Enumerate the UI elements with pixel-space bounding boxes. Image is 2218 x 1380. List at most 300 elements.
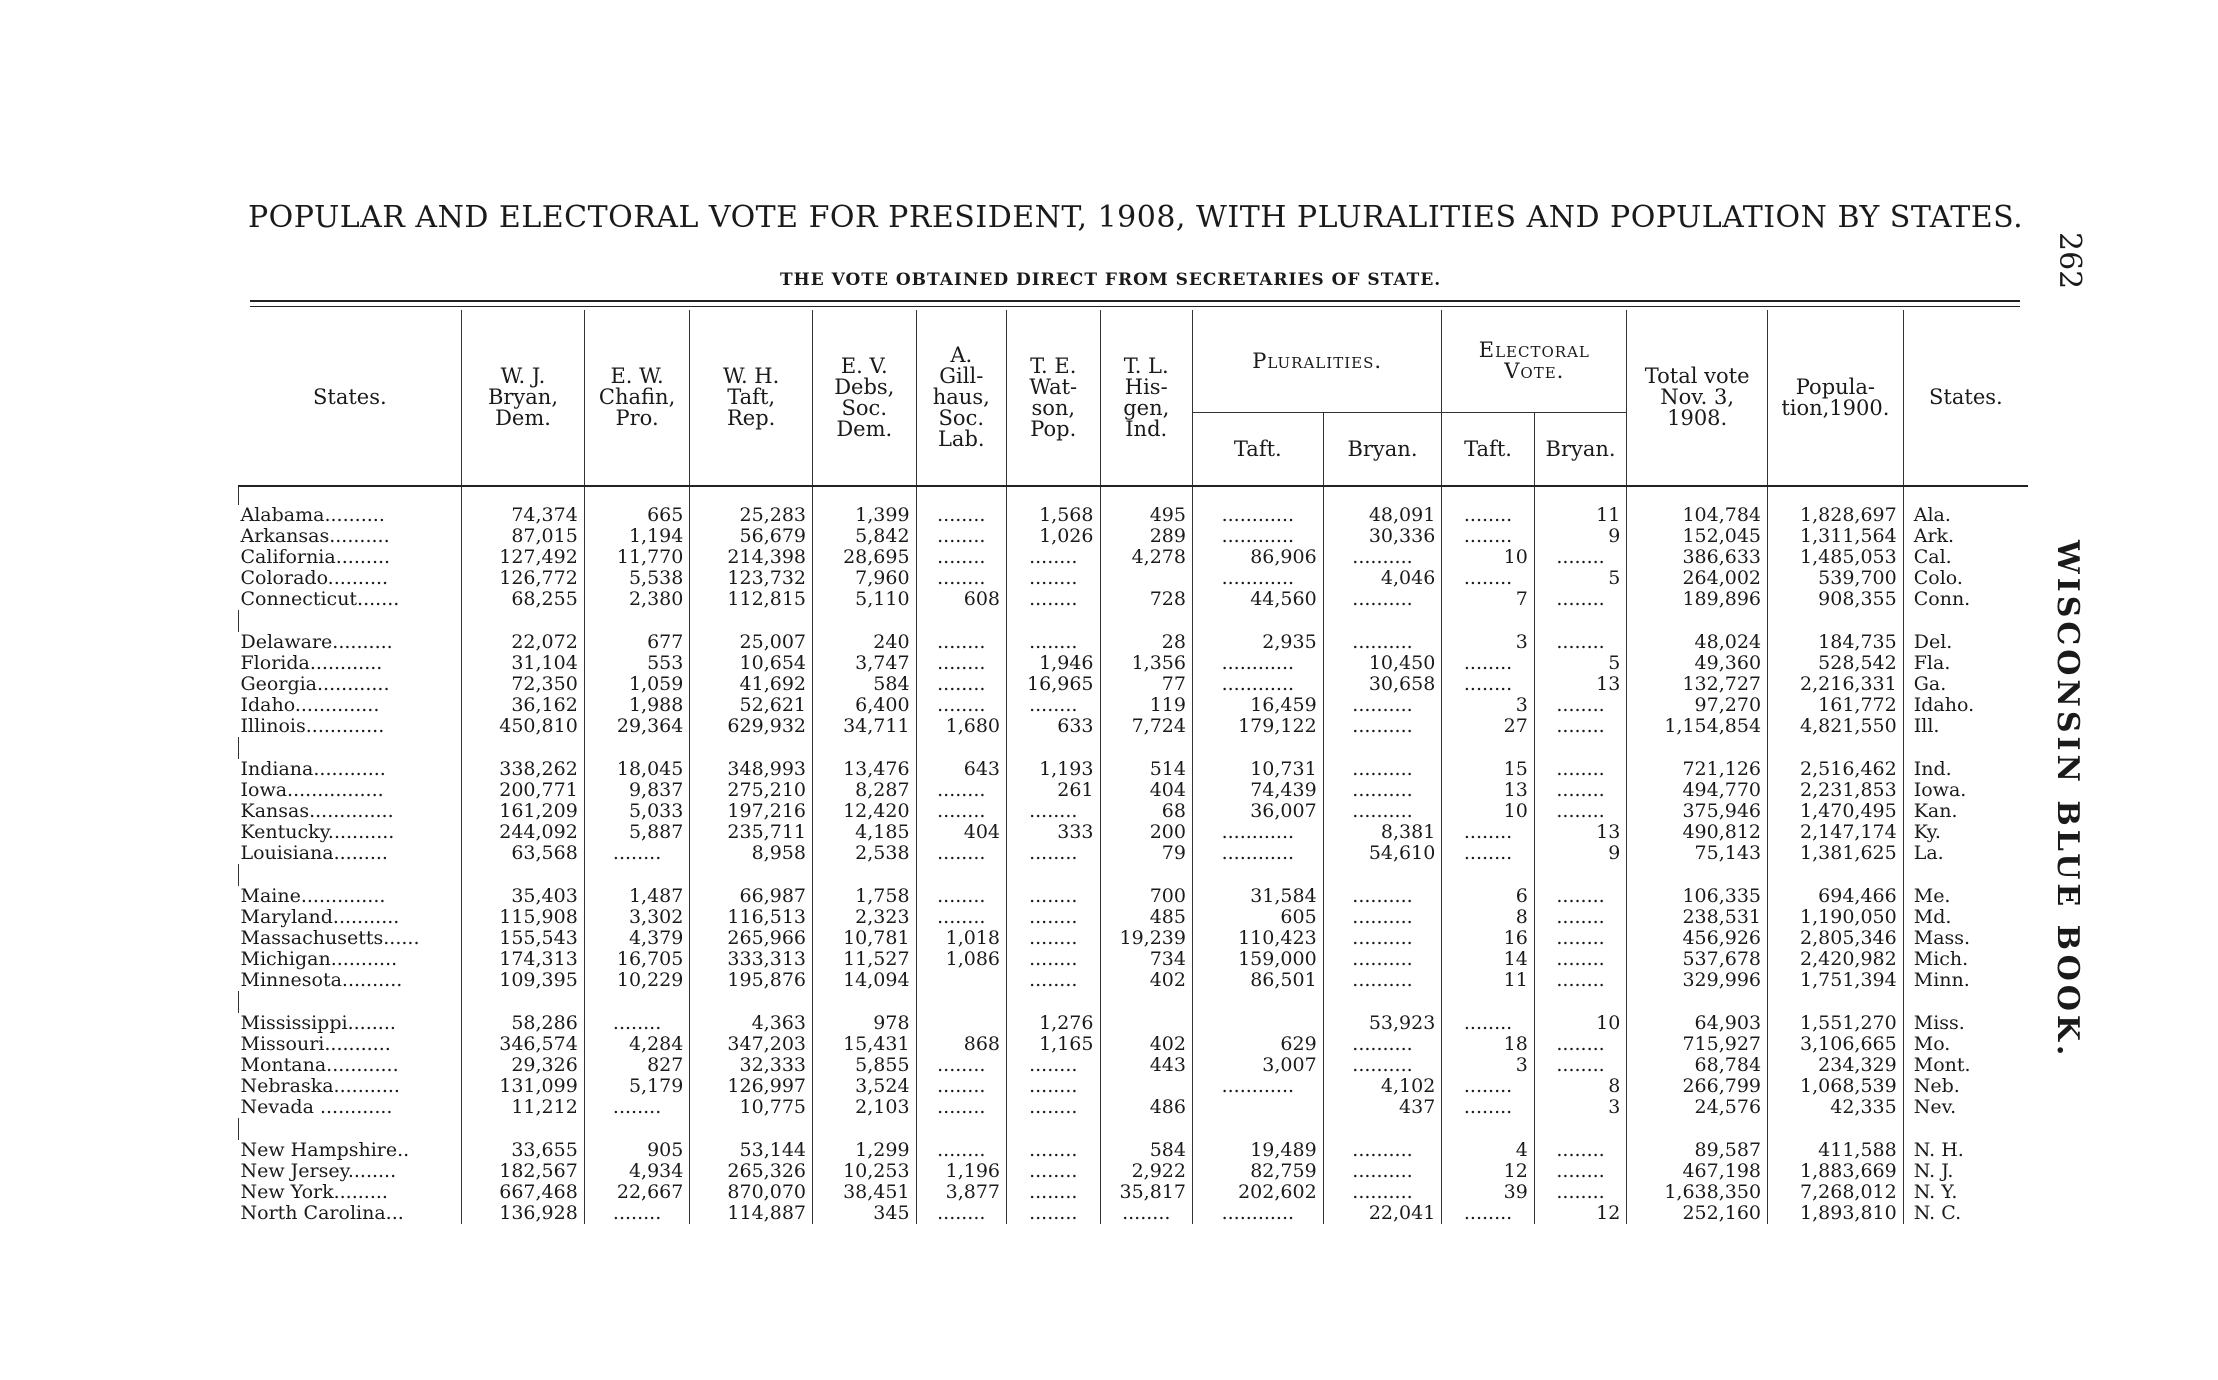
plurality-taft: 86,501 — [1192, 970, 1323, 991]
table-row — [239, 589, 2029, 610]
state-name: Missouri........... — [240, 1033, 391, 1055]
debs-votes: 4,185 — [813, 822, 917, 843]
chafin-votes: 10,229 — [584, 970, 690, 991]
watson-votes: 1,568 — [1007, 505, 1100, 526]
taft-votes: 41,692 — [690, 674, 813, 695]
state-abbr: Minn. — [1903, 970, 2028, 991]
state-name: Arkansas.......... — [240, 525, 390, 547]
debs-votes: 978 — [813, 1013, 917, 1034]
vote-table-body — [239, 486, 2029, 1224]
state-abbr: Nev. — [1903, 1097, 2028, 1118]
bryan-votes: 58,286 — [462, 1013, 585, 1034]
table-row — [239, 716, 2029, 737]
hisgen-votes: 404 — [1100, 780, 1192, 801]
state-abbr: Idaho. — [1903, 695, 2028, 716]
plurality-bryan: .......... — [1323, 695, 1442, 716]
watson-votes: ........ — [1007, 1182, 1100, 1203]
bryan-votes: 161,209 — [462, 801, 585, 822]
electoral-bryan: ........ — [1534, 928, 1627, 949]
col-electoral-vote: Electoral Vote. — [1442, 310, 1627, 413]
bryan-votes: 450,810 — [462, 716, 585, 737]
bryan-votes: 131,099 — [462, 1076, 585, 1097]
hisgen-votes: 495 — [1100, 505, 1192, 526]
taft-votes: 265,326 — [690, 1161, 813, 1182]
electoral-taft: ........ — [1442, 653, 1534, 674]
taft-votes: 123,732 — [690, 568, 813, 589]
population: 2,805,346 — [1768, 928, 1904, 949]
watson-votes: 1,946 — [1007, 653, 1100, 674]
plurality-bryan: .......... — [1323, 1034, 1442, 1055]
hisgen-votes: 728 — [1100, 589, 1192, 610]
hisgen-votes: 486 — [1100, 1097, 1192, 1118]
electoral-taft: ........ — [1442, 1097, 1534, 1118]
taft-votes: 114,887 — [690, 1203, 813, 1224]
table-row — [239, 970, 2029, 991]
chafin-votes: 1,487 — [584, 886, 690, 907]
gillhaus-votes: 608 — [916, 589, 1006, 610]
plurality-bryan: 4,046 — [1323, 568, 1442, 589]
state-abbr: N. J. — [1903, 1161, 2028, 1182]
top-rule-thin — [250, 306, 2020, 307]
state-name: Mississippi........ — [240, 1012, 396, 1034]
state-abbr: Conn. — [1903, 589, 2028, 610]
population: 161,772 — [1768, 695, 1904, 716]
state-name: Connecticut....... — [240, 588, 400, 610]
watson-votes: ........ — [1007, 949, 1100, 970]
plurality-taft: ............ — [1192, 1203, 1323, 1224]
chafin-votes: 1,194 — [584, 526, 690, 547]
electoral-taft: 39 — [1442, 1182, 1534, 1203]
debs-votes: 7,960 — [813, 568, 917, 589]
state-name: Nevada ............ — [240, 1096, 393, 1118]
plurality-bryan: .......... — [1323, 632, 1442, 653]
electoral-taft: 13 — [1442, 780, 1534, 801]
col-hisgen: T. L. His- gen, Ind. — [1100, 310, 1192, 486]
bryan-votes: 74,374 — [462, 505, 585, 526]
state-name: Illinois............. — [240, 715, 385, 737]
plurality-taft: 16,459 — [1192, 695, 1323, 716]
population: 1,470,495 — [1768, 801, 1904, 822]
plurality-taft: 605 — [1192, 907, 1323, 928]
taft-votes: 112,815 — [690, 589, 813, 610]
state-name: Massachusetts...... — [240, 927, 420, 949]
bryan-votes: 127,492 — [462, 547, 585, 568]
table-row — [239, 907, 2029, 928]
watson-votes: ........ — [1007, 1203, 1100, 1224]
gillhaus-votes: ........ — [916, 1203, 1006, 1224]
plurality-bryan: .......... — [1323, 970, 1442, 991]
taft-votes: 629,932 — [690, 716, 813, 737]
chafin-votes: 677 — [584, 632, 690, 653]
watson-votes: 633 — [1007, 716, 1100, 737]
watson-votes: ........ — [1007, 1076, 1100, 1097]
hisgen-votes: 19,239 — [1100, 928, 1192, 949]
state-name: Colorado.......... — [240, 567, 389, 589]
gillhaus-votes: ........ — [916, 695, 1006, 716]
state-name: Kansas.............. — [240, 800, 394, 822]
gillhaus-votes: ........ — [916, 547, 1006, 568]
plurality-taft: 82,759 — [1192, 1161, 1323, 1182]
hisgen-votes: 734 — [1100, 949, 1192, 970]
state-abbr: Kan. — [1903, 801, 2028, 822]
plurality-taft: 36,007 — [1192, 801, 1323, 822]
debs-votes: 1,299 — [813, 1140, 917, 1161]
watson-votes: ........ — [1007, 886, 1100, 907]
table-row — [239, 843, 2029, 864]
total-vote: 386,633 — [1627, 547, 1768, 568]
chafin-votes: 3,302 — [584, 907, 690, 928]
taft-votes: 348,993 — [690, 759, 813, 780]
plurality-taft: 74,439 — [1192, 780, 1323, 801]
page-subtitle: THE VOTE OBTAINED DIRECT FROM SECRETARIES OF STATE. — [780, 270, 1442, 290]
bryan-votes: 155,543 — [462, 928, 585, 949]
total-vote: 721,126 — [1627, 759, 1768, 780]
population: 1,893,810 — [1768, 1203, 1904, 1224]
hisgen-votes: 700 — [1100, 886, 1192, 907]
book-title: WISCONSIN BLUE BOOK. — [2050, 540, 2085, 1060]
watson-votes: ........ — [1007, 568, 1100, 589]
taft-votes: 52,621 — [690, 695, 813, 716]
table-row — [239, 759, 2029, 780]
state-name: North Carolina... — [240, 1202, 404, 1224]
hisgen-votes: 28 — [1100, 632, 1192, 653]
watson-votes: ........ — [1007, 928, 1100, 949]
gillhaus-votes — [916, 970, 1006, 991]
table-row — [239, 801, 2029, 822]
taft-votes: 275,210 — [690, 780, 813, 801]
debs-votes: 1,399 — [813, 505, 917, 526]
electoral-taft: ........ — [1442, 1013, 1534, 1034]
watson-votes: ........ — [1007, 1097, 1100, 1118]
debs-votes: 14,094 — [813, 970, 917, 991]
debs-votes: 1,758 — [813, 886, 917, 907]
state-name: New Hampshire.. — [240, 1139, 410, 1161]
group-gap — [239, 864, 2029, 886]
electoral-taft: ........ — [1442, 526, 1534, 547]
chafin-votes: ........ — [584, 1013, 690, 1034]
electoral-bryan: 9 — [1534, 526, 1627, 547]
electoral-bryan: ........ — [1534, 1161, 1627, 1182]
state-abbr: Mich. — [1903, 949, 2028, 970]
plurality-bryan: .......... — [1323, 589, 1442, 610]
chafin-votes: 4,379 — [584, 928, 690, 949]
table-row — [239, 695, 2029, 716]
debs-votes: 2,323 — [813, 907, 917, 928]
col-states: States. — [239, 310, 462, 486]
table-row — [239, 1203, 2029, 1224]
bryan-votes: 31,104 — [462, 653, 585, 674]
chafin-votes: 5,538 — [584, 568, 690, 589]
chafin-votes: 4,284 — [584, 1034, 690, 1055]
chafin-votes: 5,179 — [584, 1076, 690, 1097]
bryan-votes: 346,574 — [462, 1034, 585, 1055]
electoral-taft: 10 — [1442, 801, 1534, 822]
group-gap — [239, 610, 2029, 632]
hisgen-votes: 119 — [1100, 695, 1192, 716]
watson-votes: ........ — [1007, 1161, 1100, 1182]
bryan-votes: 667,468 — [462, 1182, 585, 1203]
taft-votes: 8,958 — [690, 843, 813, 864]
plurality-bryan: .......... — [1323, 801, 1442, 822]
taft-votes: 265,966 — [690, 928, 813, 949]
state-name: Kentucky........... — [240, 821, 395, 843]
watson-votes: ........ — [1007, 1055, 1100, 1076]
population: 184,735 — [1768, 632, 1904, 653]
table-row — [239, 1076, 2029, 1097]
plurality-taft: ............ — [1192, 843, 1323, 864]
gillhaus-votes: 404 — [916, 822, 1006, 843]
top-rule-thick — [250, 300, 2020, 302]
bryan-votes: 36,162 — [462, 695, 585, 716]
population: 42,335 — [1768, 1097, 1904, 1118]
watson-votes: 261 — [1007, 780, 1100, 801]
state-abbr: Mass. — [1903, 928, 2028, 949]
population: 1,751,394 — [1768, 970, 1904, 991]
plurality-taft: 31,584 — [1192, 886, 1323, 907]
state-abbr: Del. — [1903, 632, 2028, 653]
electoral-bryan: ........ — [1534, 886, 1627, 907]
gillhaus-votes: ........ — [916, 505, 1006, 526]
plurality-taft: ............ — [1192, 505, 1323, 526]
col-total-vote: Total vote Nov. 3, 1908. — [1627, 310, 1768, 486]
col-plurality-bryan: Bryan. — [1323, 413, 1442, 487]
population: 411,588 — [1768, 1140, 1904, 1161]
hisgen-votes: 4,278 — [1100, 547, 1192, 568]
plurality-bryan: 10,450 — [1323, 653, 1442, 674]
total-vote: 329,996 — [1627, 970, 1768, 991]
taft-votes: 66,987 — [690, 886, 813, 907]
electoral-bryan: ........ — [1534, 1140, 1627, 1161]
electoral-taft: ........ — [1442, 843, 1534, 864]
table-row — [239, 1055, 2029, 1076]
plurality-taft: 44,560 — [1192, 589, 1323, 610]
state-abbr: Ky. — [1903, 822, 2028, 843]
bryan-votes: 126,772 — [462, 568, 585, 589]
chafin-votes: 905 — [584, 1140, 690, 1161]
state-name: Nebraska........... — [240, 1075, 400, 1097]
population: 694,466 — [1768, 886, 1904, 907]
gillhaus-votes: 1,086 — [916, 949, 1006, 970]
taft-votes: 25,007 — [690, 632, 813, 653]
electoral-taft: 27 — [1442, 716, 1534, 737]
electoral-taft: ........ — [1442, 822, 1534, 843]
table-row — [239, 822, 2029, 843]
table-row — [239, 653, 2029, 674]
electoral-bryan: ........ — [1534, 1034, 1627, 1055]
state-name: Maine.............. — [240, 885, 386, 907]
table-row — [239, 1161, 2029, 1182]
debs-votes: 3,747 — [813, 653, 917, 674]
table-row — [239, 1182, 2029, 1203]
gillhaus-votes: ........ — [916, 780, 1006, 801]
electoral-taft: 3 — [1442, 632, 1534, 653]
population: 1,068,539 — [1768, 1076, 1904, 1097]
population: 1,551,270 — [1768, 1013, 1904, 1034]
table-row — [239, 1034, 2029, 1055]
bryan-votes: 22,072 — [462, 632, 585, 653]
gillhaus-votes: 868 — [916, 1034, 1006, 1055]
state-abbr: La. — [1903, 843, 2028, 864]
electoral-bryan: 12 — [1534, 1203, 1627, 1224]
electoral-taft: 7 — [1442, 589, 1534, 610]
taft-votes: 870,070 — [690, 1182, 813, 1203]
chafin-votes: 1,988 — [584, 695, 690, 716]
col-ev-bryan: Bryan. — [1534, 413, 1627, 487]
plurality-taft: ............ — [1192, 674, 1323, 695]
hisgen-votes: 68 — [1100, 801, 1192, 822]
plurality-bryan: .......... — [1323, 886, 1442, 907]
debs-votes: 6,400 — [813, 695, 917, 716]
state-abbr: N. H. — [1903, 1140, 2028, 1161]
hisgen-votes: 7,724 — [1100, 716, 1192, 737]
total-vote: 75,143 — [1627, 843, 1768, 864]
gillhaus-votes: ........ — [916, 653, 1006, 674]
gillhaus-votes: ........ — [916, 1055, 1006, 1076]
debs-votes: 15,431 — [813, 1034, 917, 1055]
chafin-votes: 29,364 — [584, 716, 690, 737]
electoral-bryan: 5 — [1534, 568, 1627, 589]
bryan-votes: 174,313 — [462, 949, 585, 970]
electoral-taft: 12 — [1442, 1161, 1534, 1182]
total-vote: 48,024 — [1627, 632, 1768, 653]
state-name: Iowa................ — [240, 779, 384, 801]
debs-votes: 240 — [813, 632, 917, 653]
vote-table — [238, 310, 2028, 1224]
taft-votes: 10,654 — [690, 653, 813, 674]
taft-votes: 197,216 — [690, 801, 813, 822]
state-abbr: Cal. — [1903, 547, 2028, 568]
plurality-taft: 2,935 — [1192, 632, 1323, 653]
watson-votes: ........ — [1007, 970, 1100, 991]
hisgen-votes: 200 — [1100, 822, 1192, 843]
total-vote: 467,198 — [1627, 1161, 1768, 1182]
total-vote: 89,587 — [1627, 1140, 1768, 1161]
electoral-taft: ........ — [1442, 1203, 1534, 1224]
total-vote: 68,784 — [1627, 1055, 1768, 1076]
state-name: New York......... — [240, 1181, 388, 1203]
debs-votes: 8,287 — [813, 780, 917, 801]
state-abbr: Ill. — [1903, 716, 2028, 737]
plurality-bryan: 54,610 — [1323, 843, 1442, 864]
group-gap — [239, 1118, 2029, 1140]
population: 2,420,982 — [1768, 949, 1904, 970]
chafin-votes: 9,837 — [584, 780, 690, 801]
gillhaus-votes: 1,680 — [916, 716, 1006, 737]
hisgen-votes: 2,922 — [1100, 1161, 1192, 1182]
plurality-bryan: .......... — [1323, 759, 1442, 780]
state-name: California......... — [240, 546, 391, 568]
plurality-taft: ............ — [1192, 568, 1323, 589]
state-abbr: N. C. — [1903, 1203, 2028, 1224]
debs-votes: 2,538 — [813, 843, 917, 864]
electoral-bryan: 10 — [1534, 1013, 1627, 1034]
electoral-taft: 4 — [1442, 1140, 1534, 1161]
population: 2,231,853 — [1768, 780, 1904, 801]
electoral-bryan: 9 — [1534, 843, 1627, 864]
electoral-bryan: 13 — [1534, 674, 1627, 695]
hisgen-votes: 443 — [1100, 1055, 1192, 1076]
population: 1,485,053 — [1768, 547, 1904, 568]
table-row — [239, 949, 2029, 970]
electoral-bryan: 5 — [1534, 653, 1627, 674]
total-vote: 490,812 — [1627, 822, 1768, 843]
plurality-bryan: .......... — [1323, 928, 1442, 949]
bryan-votes: 29,326 — [462, 1055, 585, 1076]
debs-votes: 11,527 — [813, 949, 917, 970]
chafin-votes: 22,667 — [584, 1182, 690, 1203]
total-vote: 715,927 — [1627, 1034, 1768, 1055]
plurality-bryan: 30,658 — [1323, 674, 1442, 695]
state-abbr: N. Y. — [1903, 1182, 2028, 1203]
population: 2,516,462 — [1768, 759, 1904, 780]
state-abbr: Md. — [1903, 907, 2028, 928]
bryan-votes: 87,015 — [462, 526, 585, 547]
plurality-taft: 179,122 — [1192, 716, 1323, 737]
plurality-bryan: 30,336 — [1323, 526, 1442, 547]
total-vote: 97,270 — [1627, 695, 1768, 716]
col-watson: T. E. Wat- son, Pop. — [1007, 310, 1100, 486]
population: 1,311,564 — [1768, 526, 1904, 547]
taft-votes: 126,997 — [690, 1076, 813, 1097]
total-vote: 252,160 — [1627, 1203, 1768, 1224]
plurality-bryan: .......... — [1323, 716, 1442, 737]
plurality-taft: 202,602 — [1192, 1182, 1323, 1203]
debs-votes: 10,253 — [813, 1161, 917, 1182]
total-vote: 494,770 — [1627, 780, 1768, 801]
chafin-votes: 553 — [584, 653, 690, 674]
state-name: Idaho.............. — [240, 694, 380, 716]
state-name: New Jersey........ — [240, 1160, 397, 1182]
gillhaus-votes: ........ — [916, 907, 1006, 928]
population: 1,190,050 — [1768, 907, 1904, 928]
debs-votes: 2,103 — [813, 1097, 917, 1118]
total-vote: 132,727 — [1627, 674, 1768, 695]
chafin-votes: ........ — [584, 1097, 690, 1118]
gillhaus-votes: 1,018 — [916, 928, 1006, 949]
population: 528,542 — [1768, 653, 1904, 674]
gillhaus-votes — [916, 1013, 1006, 1034]
total-vote: 1,154,854 — [1627, 716, 1768, 737]
plurality-taft: ............ — [1192, 822, 1323, 843]
hisgen-votes: 402 — [1100, 970, 1192, 991]
taft-votes: 214,398 — [690, 547, 813, 568]
watson-votes: ........ — [1007, 695, 1100, 716]
gillhaus-votes: ........ — [916, 801, 1006, 822]
hisgen-votes: 35,817 — [1100, 1182, 1192, 1203]
bryan-votes: 33,655 — [462, 1140, 585, 1161]
total-vote: 49,360 — [1627, 653, 1768, 674]
electoral-taft: 8 — [1442, 907, 1534, 928]
bryan-votes: 68,255 — [462, 589, 585, 610]
hisgen-votes — [1100, 568, 1192, 589]
bryan-votes: 11,212 — [462, 1097, 585, 1118]
chafin-votes: 1,059 — [584, 674, 690, 695]
population: 908,355 — [1768, 589, 1904, 610]
taft-votes: 195,876 — [690, 970, 813, 991]
electoral-bryan: 8 — [1534, 1076, 1627, 1097]
electoral-bryan: ........ — [1534, 1055, 1627, 1076]
col-gillhaus: A. Gill- haus, Soc. Lab. — [916, 310, 1006, 486]
population: 2,147,174 — [1768, 822, 1904, 843]
bryan-votes: 115,908 — [462, 907, 585, 928]
chafin-votes: 5,033 — [584, 801, 690, 822]
hisgen-votes: 79 — [1100, 843, 1192, 864]
electoral-bryan: ........ — [1534, 949, 1627, 970]
plurality-bryan: .......... — [1323, 1140, 1442, 1161]
total-vote: 152,045 — [1627, 526, 1768, 547]
taft-votes: 235,711 — [690, 822, 813, 843]
state-abbr: Fla. — [1903, 653, 2028, 674]
